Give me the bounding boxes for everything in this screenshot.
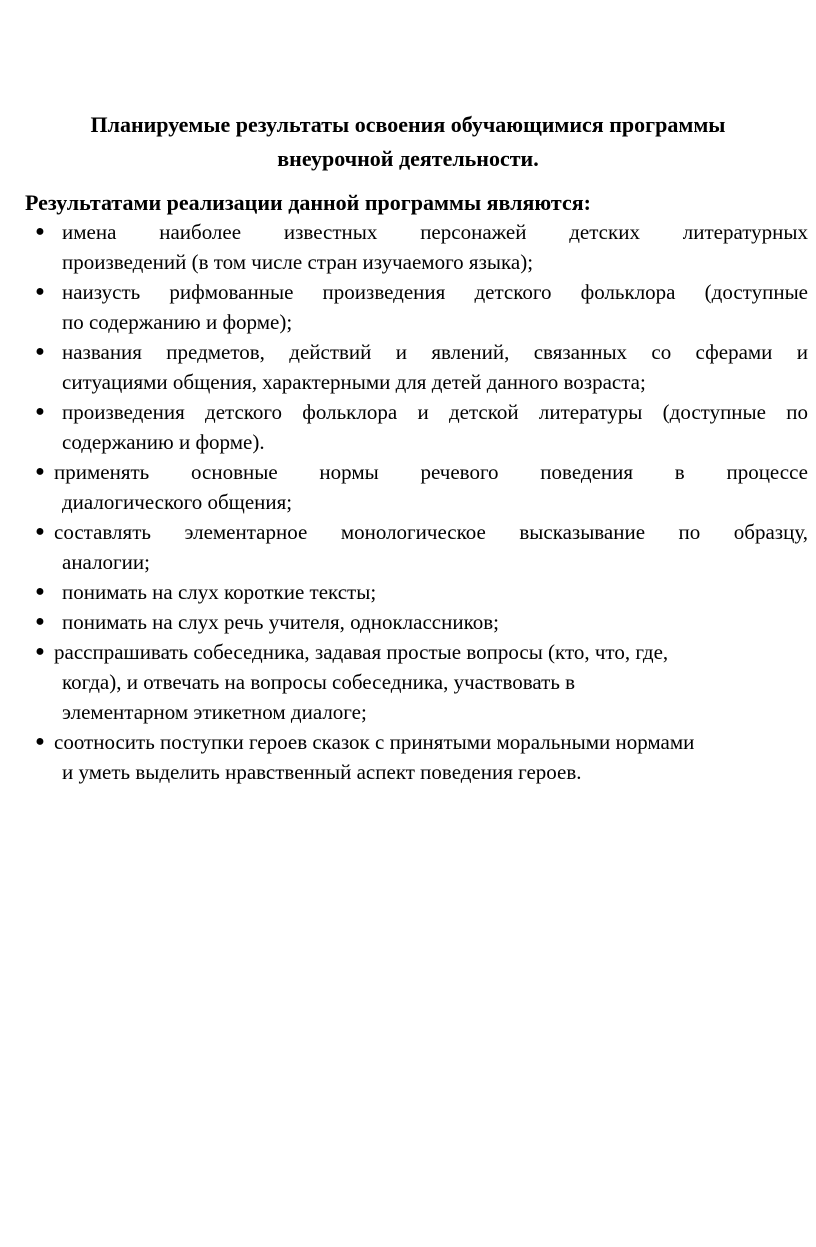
list-item-line: когда), и отвечать на вопросы собеседника, участвовать в xyxy=(62,670,576,694)
list-item-line: элементарном этикетном диалоге; xyxy=(62,700,367,724)
title-line-2: внеурочной деятельности. xyxy=(277,146,539,171)
list-item-line: и уметь выделить нравственный аспект поведения героев. xyxy=(62,760,582,784)
title-line-1: Планируемые результаты освоения обучающимися программы xyxy=(90,112,726,137)
list-item xyxy=(0,637,816,727)
list-item xyxy=(0,397,816,457)
list-item xyxy=(0,577,816,607)
list-item xyxy=(0,217,816,277)
bullet-icon: ● xyxy=(35,643,45,660)
bullet-icon: ● xyxy=(35,583,45,600)
results-list xyxy=(0,217,816,787)
list-item-line: применять основные нормы речевого поведения в процессе xyxy=(54,460,808,484)
list-item-line: расспрашивать собеседника, задавая простые вопросы (кто, что, где, xyxy=(54,640,669,664)
section-heading: Результатами реализации данной программы являются: xyxy=(25,190,591,215)
list-item-line: составлять элементарное монологическое высказывание по образцу, xyxy=(54,520,808,544)
list-item xyxy=(0,457,816,517)
list-item-line: содержанию и форме). xyxy=(62,430,265,454)
list-item-line: диалогического общения; xyxy=(62,490,293,514)
list-item-line: соотносить поступки героев сказок с принятыми моральными нормами xyxy=(54,730,695,754)
bullet-icon: ● xyxy=(35,343,45,360)
list-item-line: аналогии; xyxy=(62,550,150,574)
bullet-icon: ● xyxy=(35,223,45,240)
bullet-icon: ● xyxy=(35,523,45,540)
list-item xyxy=(0,277,816,337)
bullet-icon: ● xyxy=(35,463,45,480)
list-item-line: ситуациями общения, характерными для детей данного возраста; xyxy=(62,370,646,394)
list-item-line: по содержанию и форме); xyxy=(62,310,293,334)
list-item-line: имена наиболее известных персонажей детских литературных xyxy=(62,220,808,244)
list-item-line: произведений (в том числе стран изучаемого языка); xyxy=(62,250,534,274)
bullet-icon: ● xyxy=(35,613,45,630)
document-title xyxy=(40,108,776,176)
list-item xyxy=(0,337,816,397)
list-item xyxy=(0,727,816,787)
list-item-line: произведения детского фольклора и детской литературы (доступные по xyxy=(62,400,808,424)
list-item xyxy=(0,517,816,577)
list-item-line: наизусть рифмованные произведения детского фольклора (доступные xyxy=(62,280,808,304)
bullet-icon: ● xyxy=(35,283,45,300)
list-item-line: понимать на слух короткие тексты; xyxy=(62,580,377,604)
list-item-line: названия предметов, действий и явлений, связанных со сферами и xyxy=(62,340,808,364)
bullet-icon: ● xyxy=(35,403,45,420)
list-item xyxy=(0,607,816,637)
bullet-icon: ● xyxy=(35,733,45,750)
list-item-line: понимать на слух речь учителя, одноклассников; xyxy=(62,610,499,634)
